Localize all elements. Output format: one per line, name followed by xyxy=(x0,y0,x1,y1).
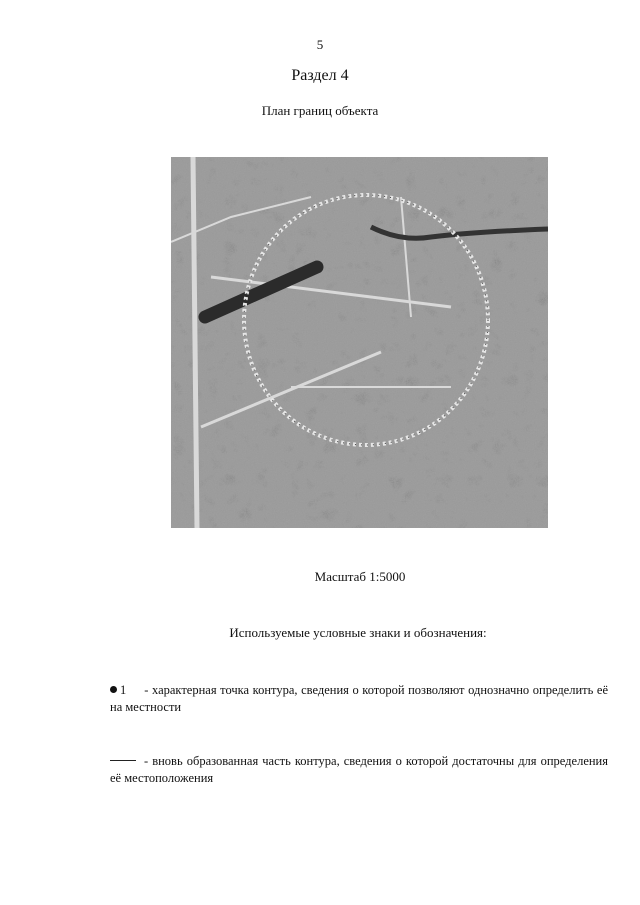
legend-item-point xyxy=(110,682,608,716)
satellite-map-image xyxy=(171,157,548,528)
legend-point-text: - характерная точка контура, сведения о которой позволяют однозначно определить её на местности xyxy=(110,683,608,714)
section-title: Раздел 4 xyxy=(291,67,349,84)
legend-title: Используемые условные знаки и обозначения: xyxy=(229,625,487,640)
map-grain-texture xyxy=(171,157,548,528)
map-scale: Масштаб 1:5000 xyxy=(314,569,406,584)
page-number: 5 xyxy=(316,37,324,52)
legend-point-label: 1 xyxy=(120,683,127,697)
point-marker-icon xyxy=(110,686,117,693)
legend-line-text: - вновь образованная часть контура, сведения о которой достаточны для определения её местоположения xyxy=(110,754,608,785)
plan-title: План границ объекта xyxy=(261,103,379,118)
map-svg xyxy=(171,157,548,528)
line-marker-icon xyxy=(110,760,136,761)
legend-item-line xyxy=(110,753,608,787)
